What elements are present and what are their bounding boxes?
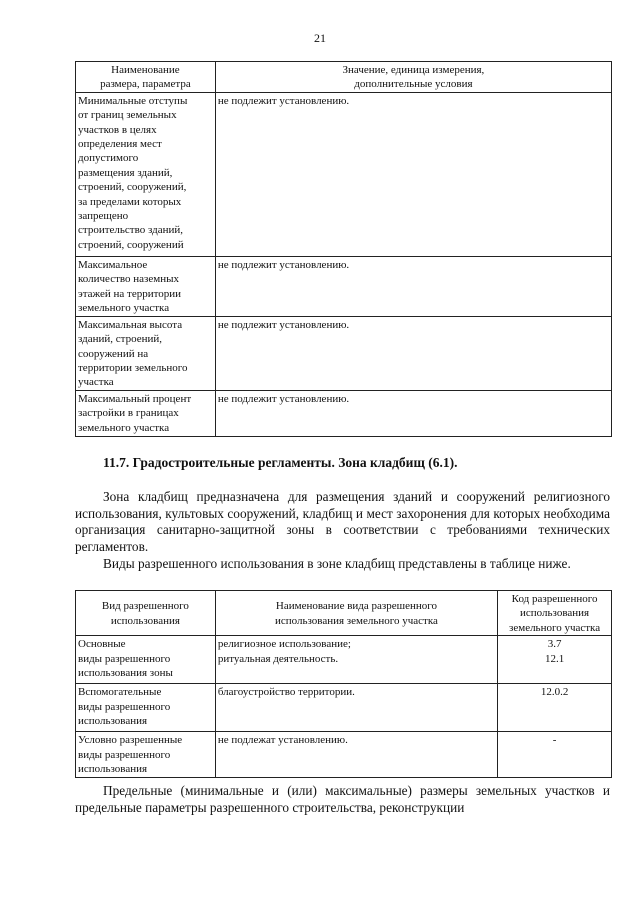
parameter-value: не подлежит установлению. <box>215 316 611 390</box>
header-use-name: Наименование вида разрешенного использования земельного участка <box>215 591 497 636</box>
use-name: не подлежат установлению. <box>217 734 348 747</box>
use-names <box>215 732 497 778</box>
use-name: ритуальная деятельность. <box>217 652 339 665</box>
paragraph-table-intro <box>75 556 610 573</box>
parameter-name: Максимальный процент застройки в границах земельного участка <box>76 390 216 436</box>
parameter-name: Максимальное количество наземных этажей на территории земельного участка <box>76 256 216 316</box>
use-names <box>215 636 497 684</box>
table-row <box>76 732 612 778</box>
use-code: 12.0.2 <box>540 686 569 699</box>
table-row <box>76 92 612 256</box>
use-type: Условно разрешенные виды разрешенного использования <box>76 732 216 778</box>
table-header-row <box>76 62 612 93</box>
use-codes <box>498 732 612 778</box>
parameter-value: не подлежит установлению. <box>215 256 611 316</box>
use-type: Основные виды разрешенного использования зоны <box>76 636 216 684</box>
permitted-use-table <box>75 590 612 778</box>
table-row <box>76 684 612 732</box>
parameter-name: Минимальные отступы от границ земельных участков в целях определения мест допустимого размещения зданий, строений, сооружений, за пределами которых запрещено строительство зданий, строений, сооружений <box>76 92 216 256</box>
header-use-code: Код разрешенного использования земельного участка <box>498 591 612 636</box>
header-parameter-name: Наименование размера, параметра <box>76 62 216 93</box>
use-name: религиозное использование; <box>217 638 351 651</box>
parameter-value: не подлежит установлению. <box>215 92 611 256</box>
header-parameter-value: Значение, единица измерения, дополнительные условия <box>215 62 611 93</box>
parameters-table <box>75 61 612 437</box>
section-heading: 11.7. Градостроительные регламенты. Зона кладбищ (6.1). <box>103 455 458 470</box>
table-row <box>76 390 612 436</box>
page-number: 21 <box>314 31 326 45</box>
paragraph-zone-purpose <box>75 489 610 555</box>
use-code: 3.7 <box>547 638 562 651</box>
paragraph-text: Зона кладбищ предназначена для размещения зданий и сооружений религиозного использования, культовых сооружений, кладбищ и мест захоронения для которых необходима организация санитарно-защитной зоны в соответствии с требованиями технических регламентов. <box>75 489 610 554</box>
paragraph-text: Виды разрешенного использования в зоне кладбищ представлены в таблице ниже. <box>103 556 571 571</box>
use-code: 12.1 <box>544 652 565 665</box>
use-codes <box>498 636 612 684</box>
parameter-value: не подлежит установлению. <box>215 390 611 436</box>
use-type: Вспомогательные виды разрешенного использования <box>76 684 216 732</box>
header-use-type: Вид разрешенного использования <box>76 591 216 636</box>
table-header-row <box>76 591 612 636</box>
use-codes <box>498 684 612 732</box>
use-name: благоустройство территории. <box>217 686 355 699</box>
parameter-name: Максимальная высота зданий, строений, сооружений на территории земельного участка <box>76 316 216 390</box>
table-row <box>76 316 612 390</box>
use-names <box>215 684 497 732</box>
table-row <box>76 636 612 684</box>
paragraph-text: Предельные (минимальные и (или) максимальные) размеры земельных участков и предельные параметры разрешенного строительства, реконструкции <box>75 783 610 815</box>
paragraph-limits <box>75 783 610 816</box>
table-row <box>76 256 612 316</box>
use-code: - <box>552 734 557 747</box>
